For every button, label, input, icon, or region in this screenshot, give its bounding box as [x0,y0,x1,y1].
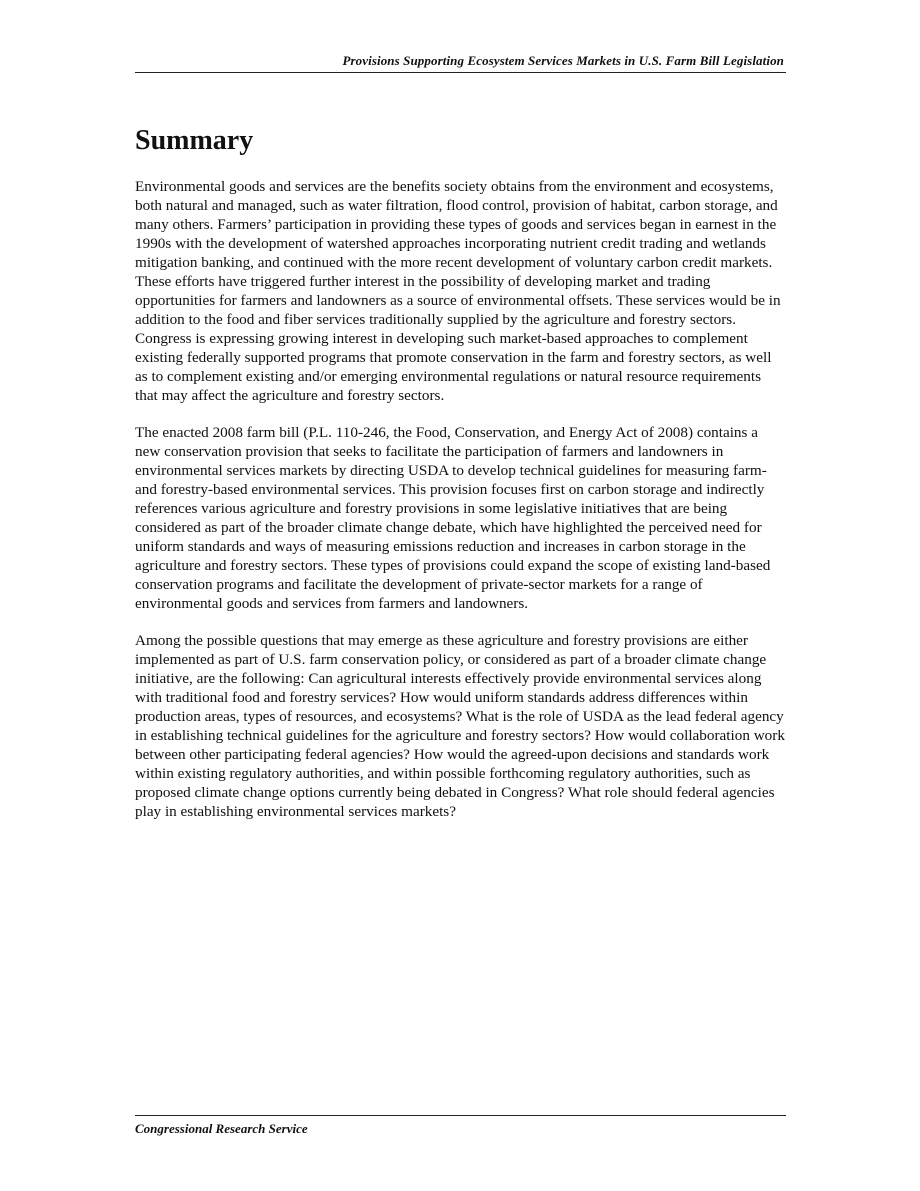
running-header [135,54,786,73]
page-footer [135,1115,786,1136]
summary-body [135,177,787,839]
section-title: Summary [135,125,254,156]
paragraph: The enacted 2008 farm bill (P.L. 110-246, the Food, Conservation, and Energy Act of 2008) contains a new conservation provision that seeks to facilitate the participation of farmers and landowners in environmental services markets by directing USDA to develop technical guidelines for measuring farm- and forestry-based environmental services. This provision focuses first on carbon storage and indirectly references various agriculture and forestry provisions in some legislative initiatives that are being considered as part of the broader climate change debate, which have highlighted the perceived need for uniform standards and ways of measuring emissions reduction and increases in carbon storage in the agriculture and forestry sectors. These types of provisions could expand the scope of existing land-based conservation programs and facilitate the development of private-sector markets for a range of environmental goods and services from farmers and landowners. [135,424,771,612]
running-header-title: Provisions Supporting Ecosystem Services Markets in U.S. Farm Bill Legislation [342,53,784,68]
footer-publisher: Congressional Research Service [135,1121,308,1136]
paragraph: Environmental goods and services are the benefits society obtains from the environment and ecosystems, both natural and managed, such as water filtration, flood control, provision of habitat, carbon storage, and many others. Farmers’ participation in providing these types of goods and services began in earnest in the 1990s with the development of watershed approaches incorporating nutrient credit trading and wetlands mitigation banking, and continued with the more recent development of voluntary carbon credit markets. These efforts have triggered further interest in the possibility of developing market and trading opportunities for farmers and landowners as a source of environmental offsets. These services would be in addition to the food and fiber services traditionally supplied by the agriculture and forestry sectors. Congress is expressing growing interest in developing such market-based approaches to complement existing federally supported programs that promote conservation in the farm and forestry sectors, as well as to complement existing and/or emerging environmental regulations or natural resource requirements that may affect the agriculture and forestry sectors. [135,178,781,404]
paragraph: Among the possible questions that may emerge as these agriculture and forestry provisions are either implemented as part of U.S. farm conservation policy, or considered as part of a broader climate change initiative, are the following: Can agricultural interests effectively provide environmental services along with traditional food and forestry services? How would uniform standards address differences within production areas, types of resources, and ecosystems? What is the role of USDA as the lead federal agency in establishing technical guidelines for the agriculture and forestry sectors? How would collaboration work between other participating federal agencies? How would the agreed-upon decisions and standards work within existing regulatory authorities, and within possible forthcoming regulatory authorities, such as proposed climate change options currently being debated in Congress? What role should federal agencies play in establishing environmental services markets? [135,632,785,820]
